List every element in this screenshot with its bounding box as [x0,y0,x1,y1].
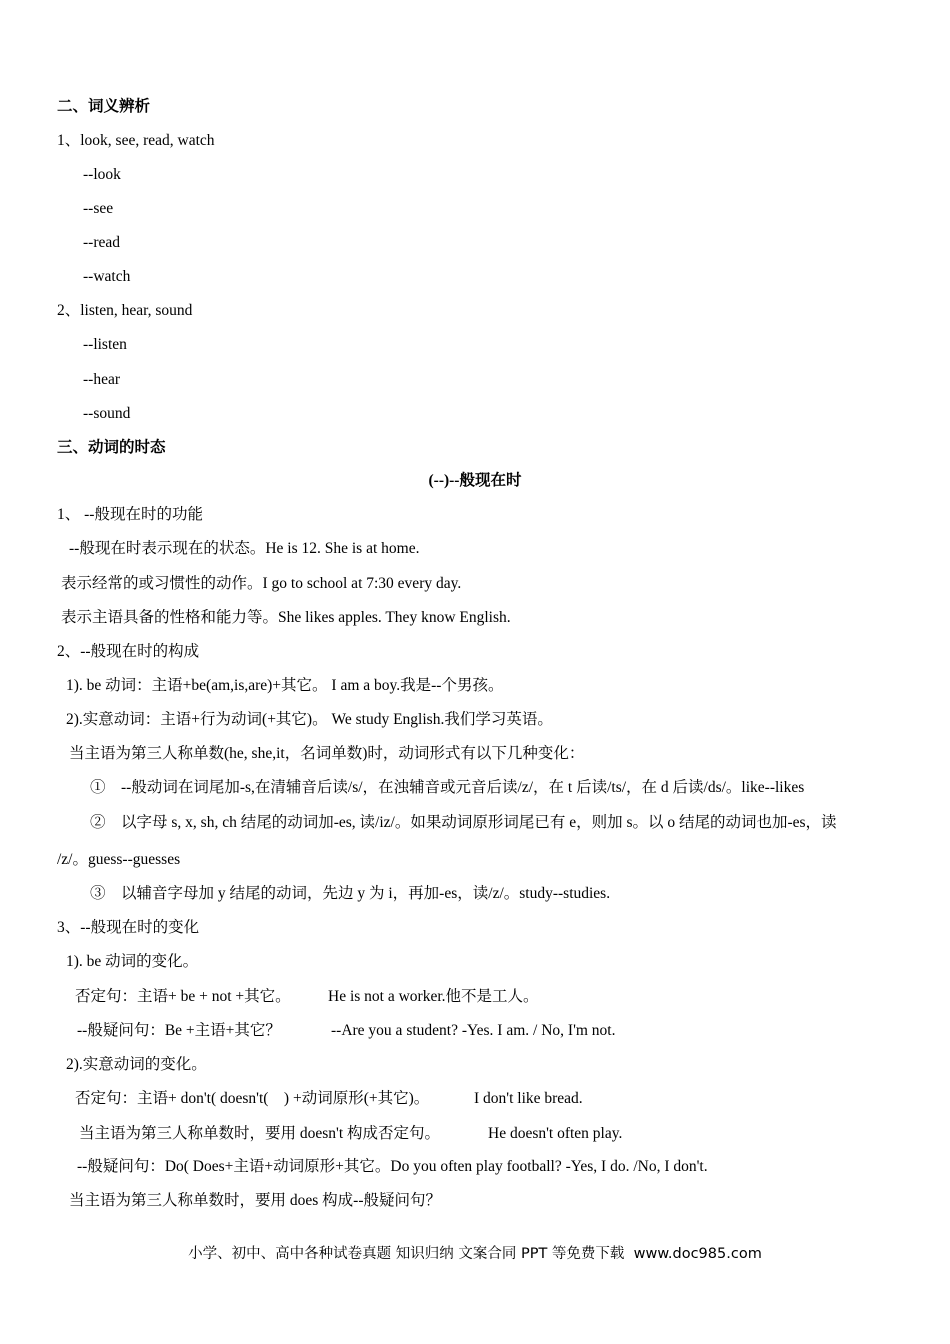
rule-add-es: ② 以字母 s, x, sh, ch 结尾的动词加-es, 读/iz/。如果动词原形词尾已有 e，则加 s。以 o 结尾的动词也加-es，读 [90,814,837,831]
part2-be-verb: 1). be 动词：主语+be(am,is,are)+其它。 I am a boy.我是--个男孩。 [66,677,504,694]
part2-content-verb: 2).实意动词：主语+行为动词(+其它)。 We study English.我们学习英语。 [66,711,553,728]
part2-title: 2、--般现在时的构成 [57,643,200,660]
part1-title: 1、 --般现在时的功能 [57,506,203,523]
verb-negative-example: I don't like bread. [474,1090,583,1107]
footer-site: www.doc985.com [633,1246,762,1262]
third-negative-rule: 当主语为第三人称单数时，要用 doesn't 构成否定句。 [79,1125,441,1142]
part3-title: 3、--般现在时的变化 [57,919,200,936]
third-negative-example: He doesn't often play. [488,1125,623,1142]
word-watch: --watch [83,268,131,285]
page-footer [0,1244,950,1264]
word-listen: --listen [83,336,127,353]
part1-line-habit: 表示经常的或习惯性的动作。I go to school at 7:30 every day. [61,575,462,592]
footer-text: 小学、初中、高中各种试卷真题 知识归纳 文案合同 PPT 等免费下载 [188,1246,625,1262]
word-hear: --hear [83,371,120,388]
be-question-example: --Are you a student? -Yes. I am. / No, I'm not. [331,1022,616,1039]
section-heading-verb-tense: 三、动词的时态 [57,439,166,456]
be-negative-example: He is not a worker.他不是工人。 [328,988,539,1005]
subheading-simple-present: (--)--般现在时 [428,472,522,489]
rule-add-s: ① --般动词在词尾加-s,在清辅音后读/s/，在浊辅音或元音后读/z/，在 t 后读/ts/，在 d 后读/ds/。like--likes [90,779,805,796]
rule-add-es-continued: /z/。guess--guesses [57,851,181,868]
verb-negative-rule: 否定句：主语+ don't( doesn't( ) +动词原形(+其它)。 [75,1090,430,1107]
be-negative-rule: 否定句：主语+ be + not +其它。 [75,988,291,1005]
third-question: 当主语为第三人称单数时，要用 does 构成--般疑问句？ [69,1192,441,1209]
section-heading-word-meaning: 二、词义辨析 [57,98,151,115]
verb-question: --般疑问句：Do( Does+主语+动词原形+其它。Do you often play football? -Yes, I do. /No, I don't. [77,1158,708,1175]
part1-line-state: --般现在时表示现在的状态。He is 12. She is at home. [69,540,420,557]
item-title-listen-hear: 2、listen, hear, sound [57,302,193,319]
be-question-rule: --般疑问句：Be +主语+其它？ [77,1022,281,1039]
part2-third-person-intro: 当主语为第三人称单数(he, she,it，名词单数)时，动词形式有以下几种变化： [69,745,585,762]
word-see: --see [83,200,114,217]
word-sound: --sound [83,405,131,422]
word-look: --look [83,166,121,183]
rule-y-to-ies: ③ 以辅音字母加 y 结尾的动词，先边 y 为 i，再加-es，读/z/。study--studies. [90,885,611,902]
item-title-look-see: 1、look, see, read, watch [57,132,215,149]
part3-be-title: 1). be 动词的变化。 [66,953,199,970]
part3-verb-title: 2).实意动词的变化。 [66,1056,207,1073]
part1-line-ability: 表示主语具备的性格和能力等。She likes apples. They know English. [61,609,511,626]
word-read: --read [83,234,120,251]
